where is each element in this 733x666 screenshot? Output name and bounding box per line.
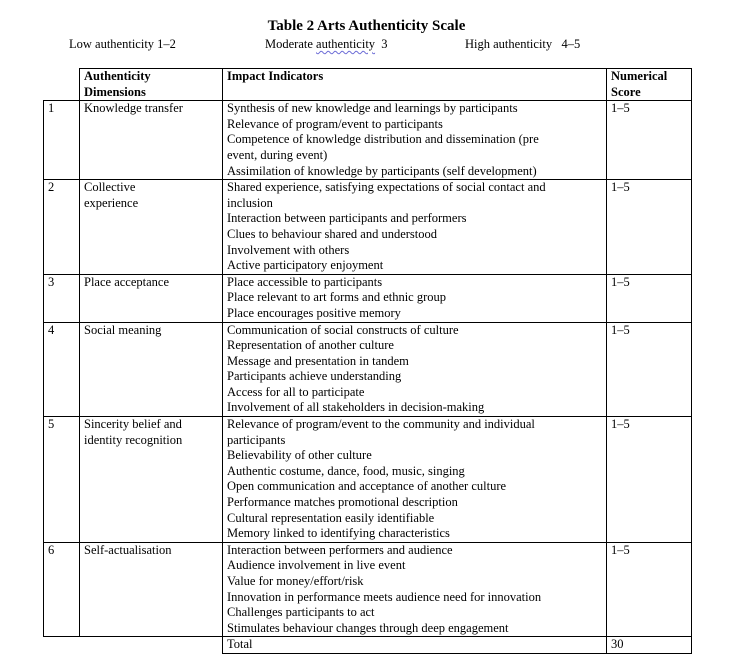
indicator-line: Active participatory enjoyment	[227, 258, 384, 273]
table-row	[44, 274, 692, 322]
indicator-line: participants	[227, 432, 286, 447]
score-cell: 1–5	[607, 274, 692, 322]
indicator-line: Stimulates behaviour changes through deep engagement	[227, 620, 509, 635]
header-score-line: Score	[611, 84, 641, 99]
indicator-line: Place encourages positive memory	[227, 305, 401, 320]
dimension-cell	[80, 274, 223, 322]
indicator-line: Performance matches promotional description	[227, 495, 458, 510]
row-number: 3	[44, 274, 80, 322]
legend-high: High authenticity 4–5	[465, 37, 581, 51]
header-dimensions-line: Dimensions	[84, 84, 146, 99]
legend-moderate-prefix: Moderate	[265, 37, 317, 51]
total-row	[44, 637, 692, 654]
indicator-line: Relevance of program/event to the community and individual	[227, 417, 535, 432]
indicator-line: Interaction between participants and performers	[227, 211, 467, 226]
dimension-line: experience	[84, 195, 139, 210]
indicator-line: Audience involvement in live event	[227, 558, 406, 573]
dimension-line: Sincerity belief and	[84, 417, 182, 432]
indicator-line: Believability of other culture	[227, 448, 372, 463]
table-body	[44, 101, 692, 637]
indicator-line: Place relevant to art forms and ethnic group	[227, 290, 447, 305]
indicator-line: Participants achieve understanding	[227, 369, 402, 384]
indicator-line: inclusion	[227, 195, 273, 210]
indicator-line: Open communication and acceptance of another culture	[227, 479, 507, 494]
row-number: 4	[44, 322, 80, 417]
dimension-cell	[80, 417, 223, 543]
indicator-line: Interaction between performers and audience	[227, 542, 453, 557]
header-score-line: Numerical	[611, 69, 668, 83]
indicators-cell	[223, 417, 607, 543]
indicators-cell	[223, 322, 607, 417]
legend-moderate-word: authenticity	[316, 37, 376, 51]
indicators-cell	[223, 274, 607, 322]
authenticity-table	[43, 68, 692, 654]
indicator-line: Innovation in performance meets audience need for innovation	[227, 589, 542, 604]
row-number: 6	[44, 542, 80, 637]
dimension-cell	[80, 101, 223, 180]
legend-moderate-suffix: 3	[375, 37, 388, 51]
indicator-line: Message and presentation in tandem	[227, 353, 409, 368]
header-row	[44, 69, 692, 101]
indicator-line: Memory linked to identifying characteristics	[227, 526, 450, 541]
indicator-line: Authentic costume, dance, food, music, singing	[227, 463, 465, 478]
indicator-line: Involvement with others	[227, 242, 350, 257]
dimension-line: Collective	[84, 180, 136, 195]
total-blank-cell	[80, 637, 223, 654]
table-title: Table 2 Arts Authenticity Scale	[267, 18, 466, 34]
indicator-line: Representation of another culture	[227, 338, 394, 353]
header-dimensions	[80, 69, 223, 101]
row-number: 2	[44, 180, 80, 275]
indicator-line: Access for all to participate	[227, 384, 365, 399]
indicator-line: Shared experience, satisfying expectations of social contact and	[227, 180, 546, 195]
total-blank-cell	[44, 637, 80, 654]
dimension-cell	[80, 322, 223, 417]
table-row	[44, 101, 692, 180]
indicator-line: Involvement of all stakeholders in decision-making	[227, 400, 485, 415]
legend-low: Low authenticity 1–2	[69, 37, 176, 51]
indicator-line: Communication of social constructs of culture	[227, 322, 459, 337]
indicator-line: Place accessible to participants	[227, 274, 383, 289]
indicator-line: Relevance of program/event to participants	[227, 116, 443, 131]
header-blank-cell	[44, 69, 80, 101]
score-cell: 1–5	[607, 542, 692, 637]
score-cell: 1–5	[607, 180, 692, 275]
header-score	[607, 69, 692, 101]
table-row	[44, 417, 692, 543]
indicators-cell	[223, 542, 607, 637]
table-row	[44, 322, 692, 417]
score-cell: 1–5	[607, 101, 692, 180]
indicator-line: Assimilation of knowledge by participants (self development)	[227, 163, 537, 178]
total-value: 30	[607, 637, 692, 654]
indicator-line: Synthesis of new knowledge and learnings by participants	[227, 101, 518, 116]
row-number: 1	[44, 101, 80, 180]
dimension-line: Knowledge transfer	[84, 101, 183, 116]
indicator-line: Value for money/effort/risk	[227, 574, 364, 588]
header-dimensions-line: Authenticity	[84, 69, 151, 83]
dimension-line: identity recognition	[84, 432, 183, 447]
table-row	[44, 542, 692, 637]
legend-moderate	[265, 37, 388, 52]
header-indicators: Impact Indicators	[223, 69, 607, 101]
indicators-cell	[223, 101, 607, 180]
indicator-line: Competence of knowledge distribution and dissemination (pre	[227, 132, 539, 147]
table-row	[44, 180, 692, 275]
dimension-line: Social meaning	[84, 322, 162, 337]
total-label: Total	[223, 637, 607, 654]
dimension-line: Self-actualisation	[84, 542, 172, 557]
dimension-cell	[80, 542, 223, 637]
dimension-line: Place acceptance	[84, 274, 170, 289]
indicator-line: Challenges participants to act	[227, 605, 375, 620]
row-number: 5	[44, 417, 80, 543]
indicator-line: event, during event)	[227, 147, 328, 162]
score-cell: 1–5	[607, 322, 692, 417]
indicator-line: Cultural representation easily identifiable	[227, 510, 435, 525]
indicators-cell	[223, 180, 607, 275]
score-cell: 1–5	[607, 417, 692, 543]
indicator-line: Clues to behaviour shared and understood	[227, 226, 438, 241]
dimension-cell	[80, 180, 223, 275]
